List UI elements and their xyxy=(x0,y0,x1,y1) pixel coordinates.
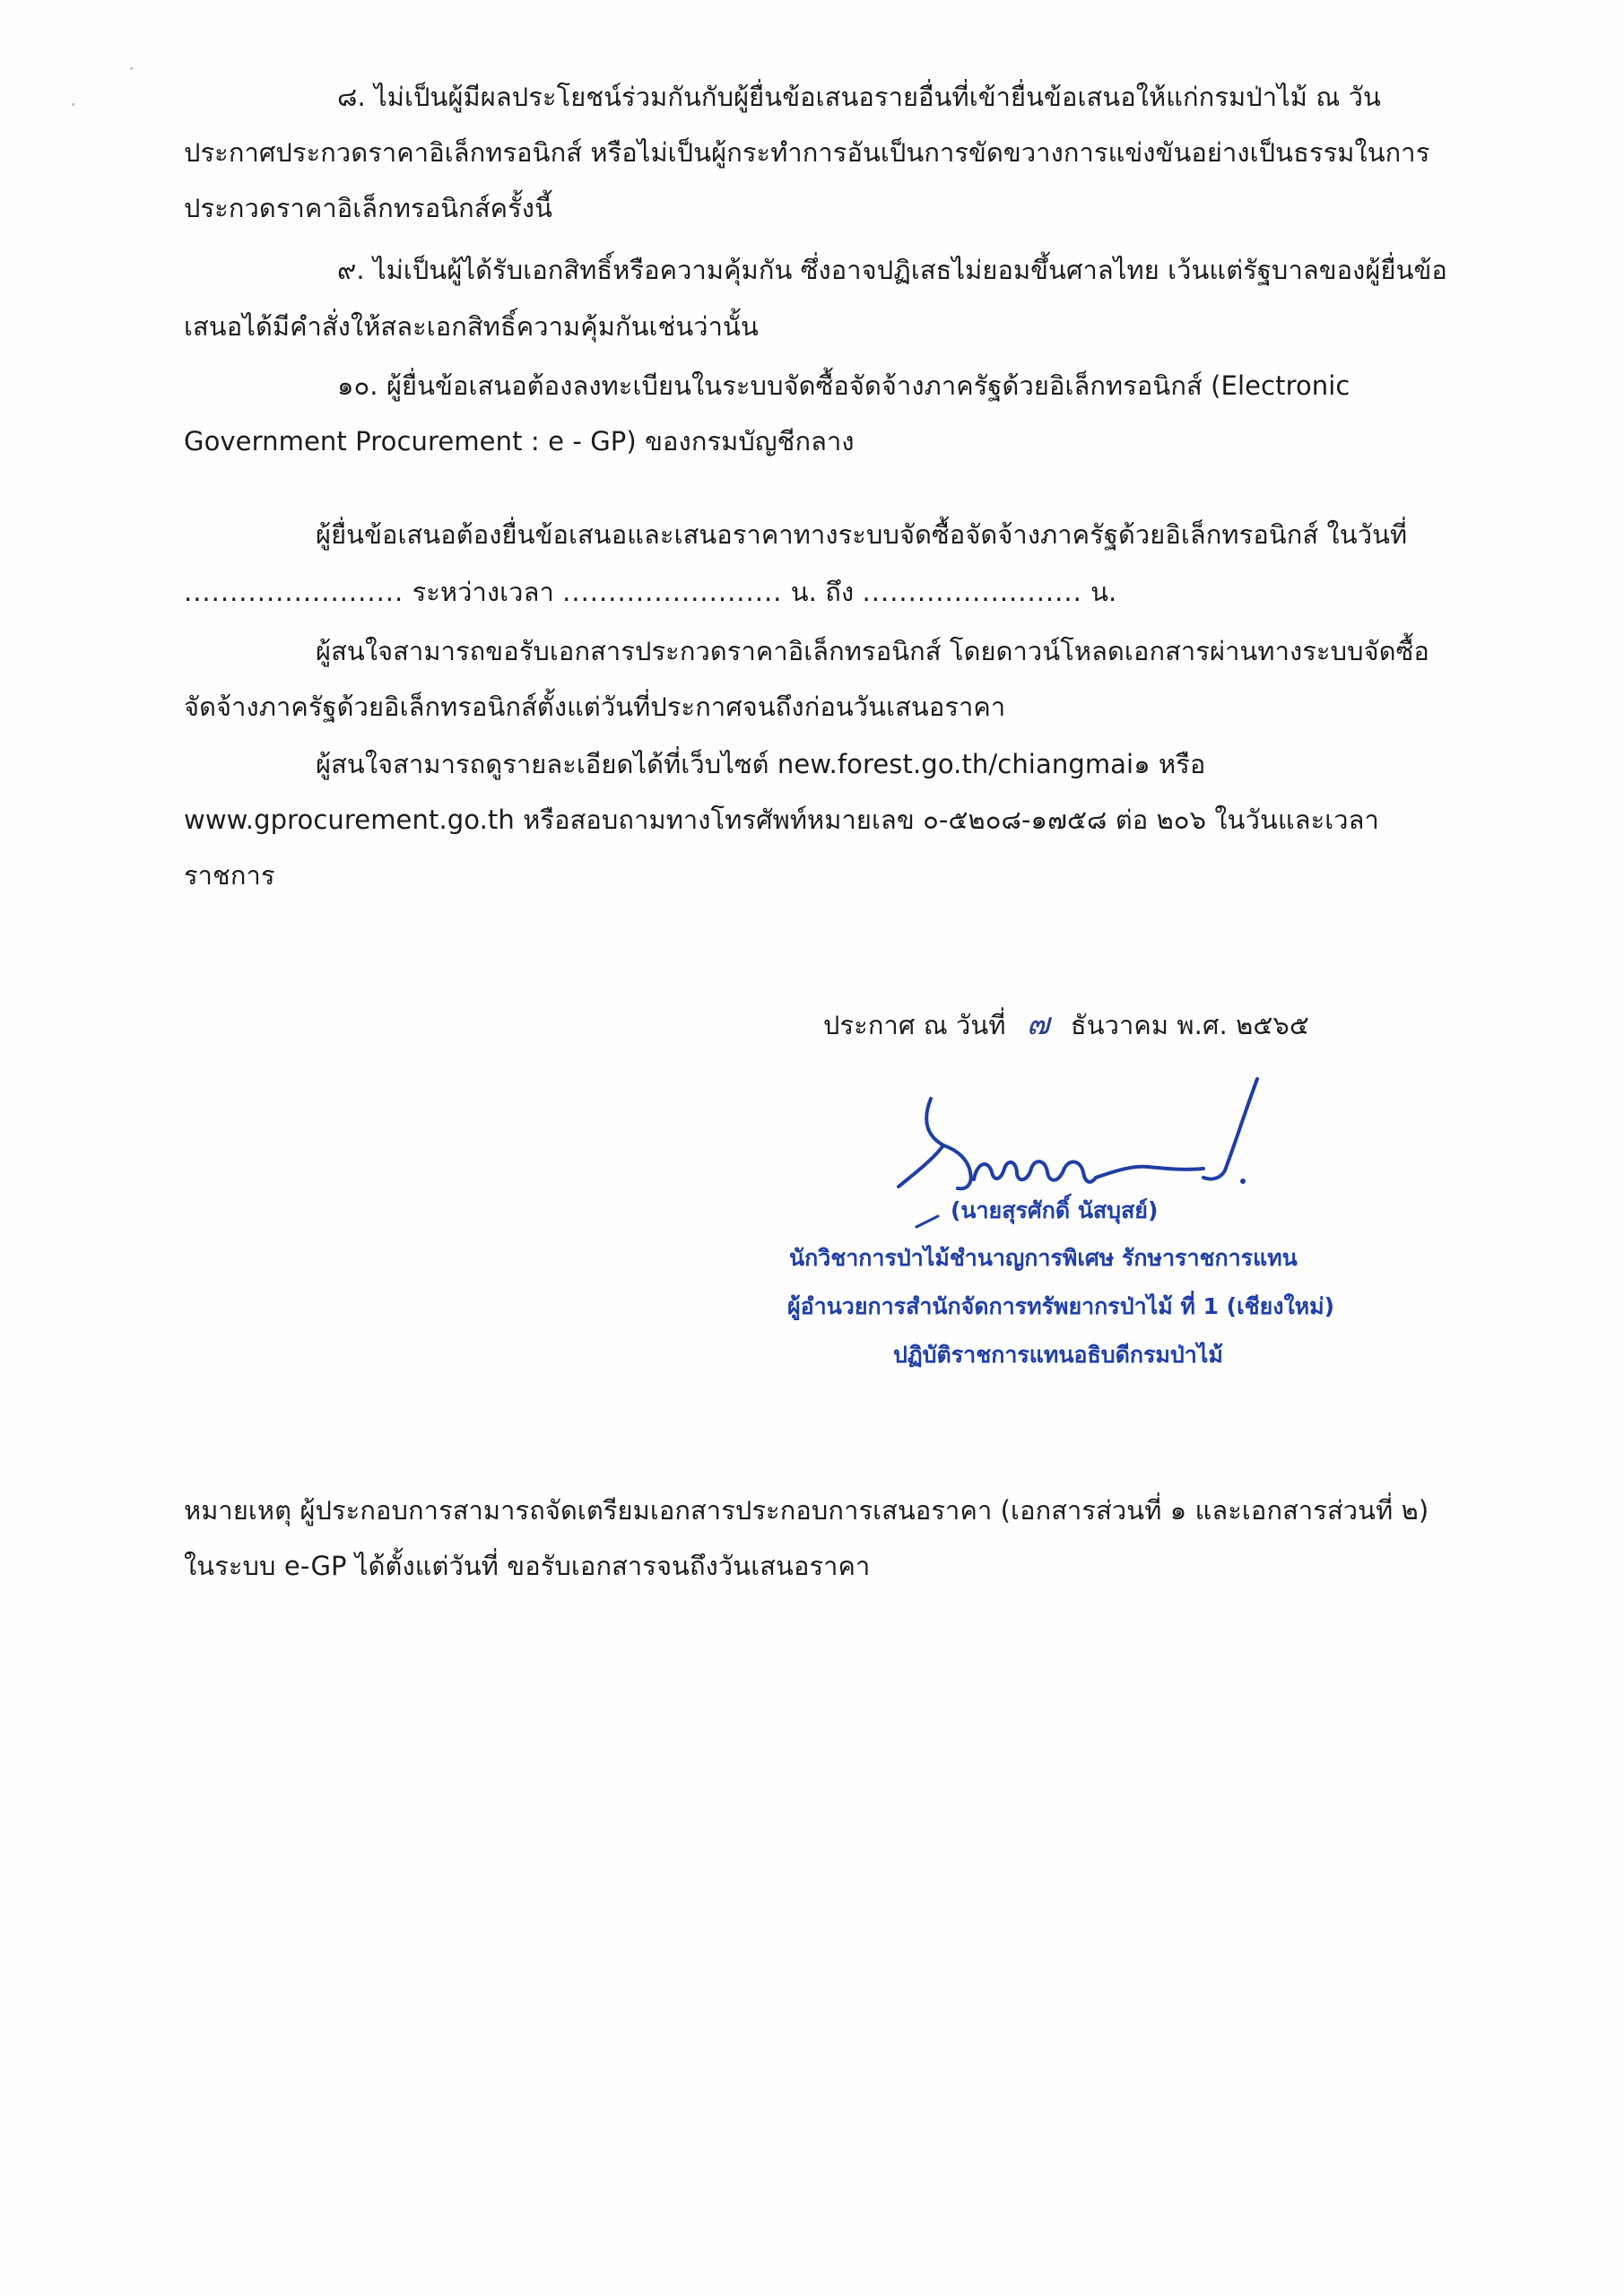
item9-line1: ๙. ไม่เป็นผู้ได้รับเอกสิทธิ์หรือความคุ้มกัน ซึ่งอาจปฏิเสธไม่ยอมขึ้นศาลไทย เว้นแต่รัฐบาลของผู้ยื่นข้อ xyxy=(337,255,1447,285)
ink-stroke xyxy=(915,1213,942,1231)
signatory-position1: นักวิชาการป่าไม้ชำนาญการพิเศษ รักษาราชการแทน xyxy=(789,1245,1298,1271)
download-line1: ผู้สนใจสามารถขอรับเอกสารประกวดราคาอิเล็กทรอนิกส์ โดยดาวน์โหลดเอกสารผ่านทางระบบจัดซื้อ xyxy=(316,636,1429,666)
announce-day: ๗ xyxy=(1026,1006,1050,1042)
item8-line2: ประกาศประกวดราคาอิเล็กทรอนิกส์ หรือไม่เป็นผู้กระทำการอันเป็นการขัดขวางการแข่งขันอย่างเป็นธรรมในการ xyxy=(184,137,1430,168)
between-time-label: ระหว่างเวลา xyxy=(412,577,554,607)
signatory-position3: ปฏิบัติราชการแทนอธิบดีกรมป่าไม้ xyxy=(893,1342,1223,1368)
scan-speck xyxy=(130,67,133,70)
note-line2: ในระบบ e-GP ได้ตั้งแต่วันที่ ขอรับเอกสารจนถึงวันเสนอราคา xyxy=(184,1551,871,1581)
submission-line2 xyxy=(184,574,1116,610)
contact-line2: www.gprocurement.go.th หรือสอบถามทางโทรศัพท์หมายเลข ๐-๕๒๐๘-๑๗๕๘ ต่อ ๒๐๖ ในวันและเวลา xyxy=(184,804,1379,835)
item8-line3: ประกวดราคาอิเล็กทรอนิกส์ครั้งนี้ xyxy=(184,193,552,223)
blank-start-time: ........................ xyxy=(562,577,783,607)
contact-line1: ผู้สนใจสามารถดูรายละเอียดได้ที่เว็บไซต์ new.forest.go.th/chiangmai๑ หรือ xyxy=(316,749,1206,779)
item10-line1: ๑๐. ผู้ยื่นข้อเสนอต้องลงทะเบียนในระบบจัดซื้อจัดจ้างภาครัฐด้วยอิเล็กทรอนิกส์ (Electronic xyxy=(337,370,1350,401)
item8-line1: ๘. ไม่เป็นผู้มีผลประโยชน์ร่วมกันกับผู้ยื่นข้อเสนอรายอื่นที่เข้ายื่นข้อเสนอให้แก่กรมป่าไม้ ณ วัน xyxy=(337,82,1381,112)
unit-to-label: น. ถึง xyxy=(790,577,855,607)
blank-end-time: ........................ xyxy=(862,577,1082,607)
announce-month-year: ธันวาคม พ.ศ. ๒๕๖๕ xyxy=(1070,1010,1309,1040)
download-line2: จัดจ้างภาครัฐด้วยอิเล็กทรอนิกส์ตั้งแต่วันที่ประกาศจนถึงก่อนวันเสนอราคา xyxy=(184,691,1006,722)
scan-speck xyxy=(72,103,74,106)
note-line1: หมายเหตุ ผู้ประกอบการสามารถจัดเตรียมเอกสารประกอบการเสนอราคา (เอกสารส่วนที่ ๑ และเอกสารส่วนที่ ๒) xyxy=(184,1495,1429,1526)
announce-date xyxy=(823,1006,1309,1043)
item9-line2: เสนอได้มีคำสั่งให้สละเอกสิทธิ์ความคุ้มกันเช่นว่านั้น xyxy=(184,311,759,342)
contact-line3: ราชการ xyxy=(184,860,275,891)
item10-line2: Government Procurement : e - GP) ของกรมบัญชีกลาง xyxy=(184,426,855,457)
signatory-name: (นายสุรศักดิ์ นัสบุสย์) xyxy=(951,1197,1159,1223)
submission-line1: ผู้ยื่นข้อเสนอต้องยื่นข้อเสนอและเสนอราคาทางระบบจัดซื้อจัดจ้างภาครัฐด้วยอิเล็กทรอนิกส์ ในวันที่ xyxy=(316,519,1408,550)
signature-mark xyxy=(888,1072,1264,1206)
blank-date: ........................ xyxy=(184,577,404,607)
signatory-position2: ผู้อำนวยการสำนักจัดการทรัพยากรป่าไม้ ที่ 1 (เชียงใหม่) xyxy=(787,1293,1335,1319)
announce-prefix: ประกาศ ณ วันที่ xyxy=(823,1010,1006,1040)
unit-end-label: น. xyxy=(1090,577,1117,607)
